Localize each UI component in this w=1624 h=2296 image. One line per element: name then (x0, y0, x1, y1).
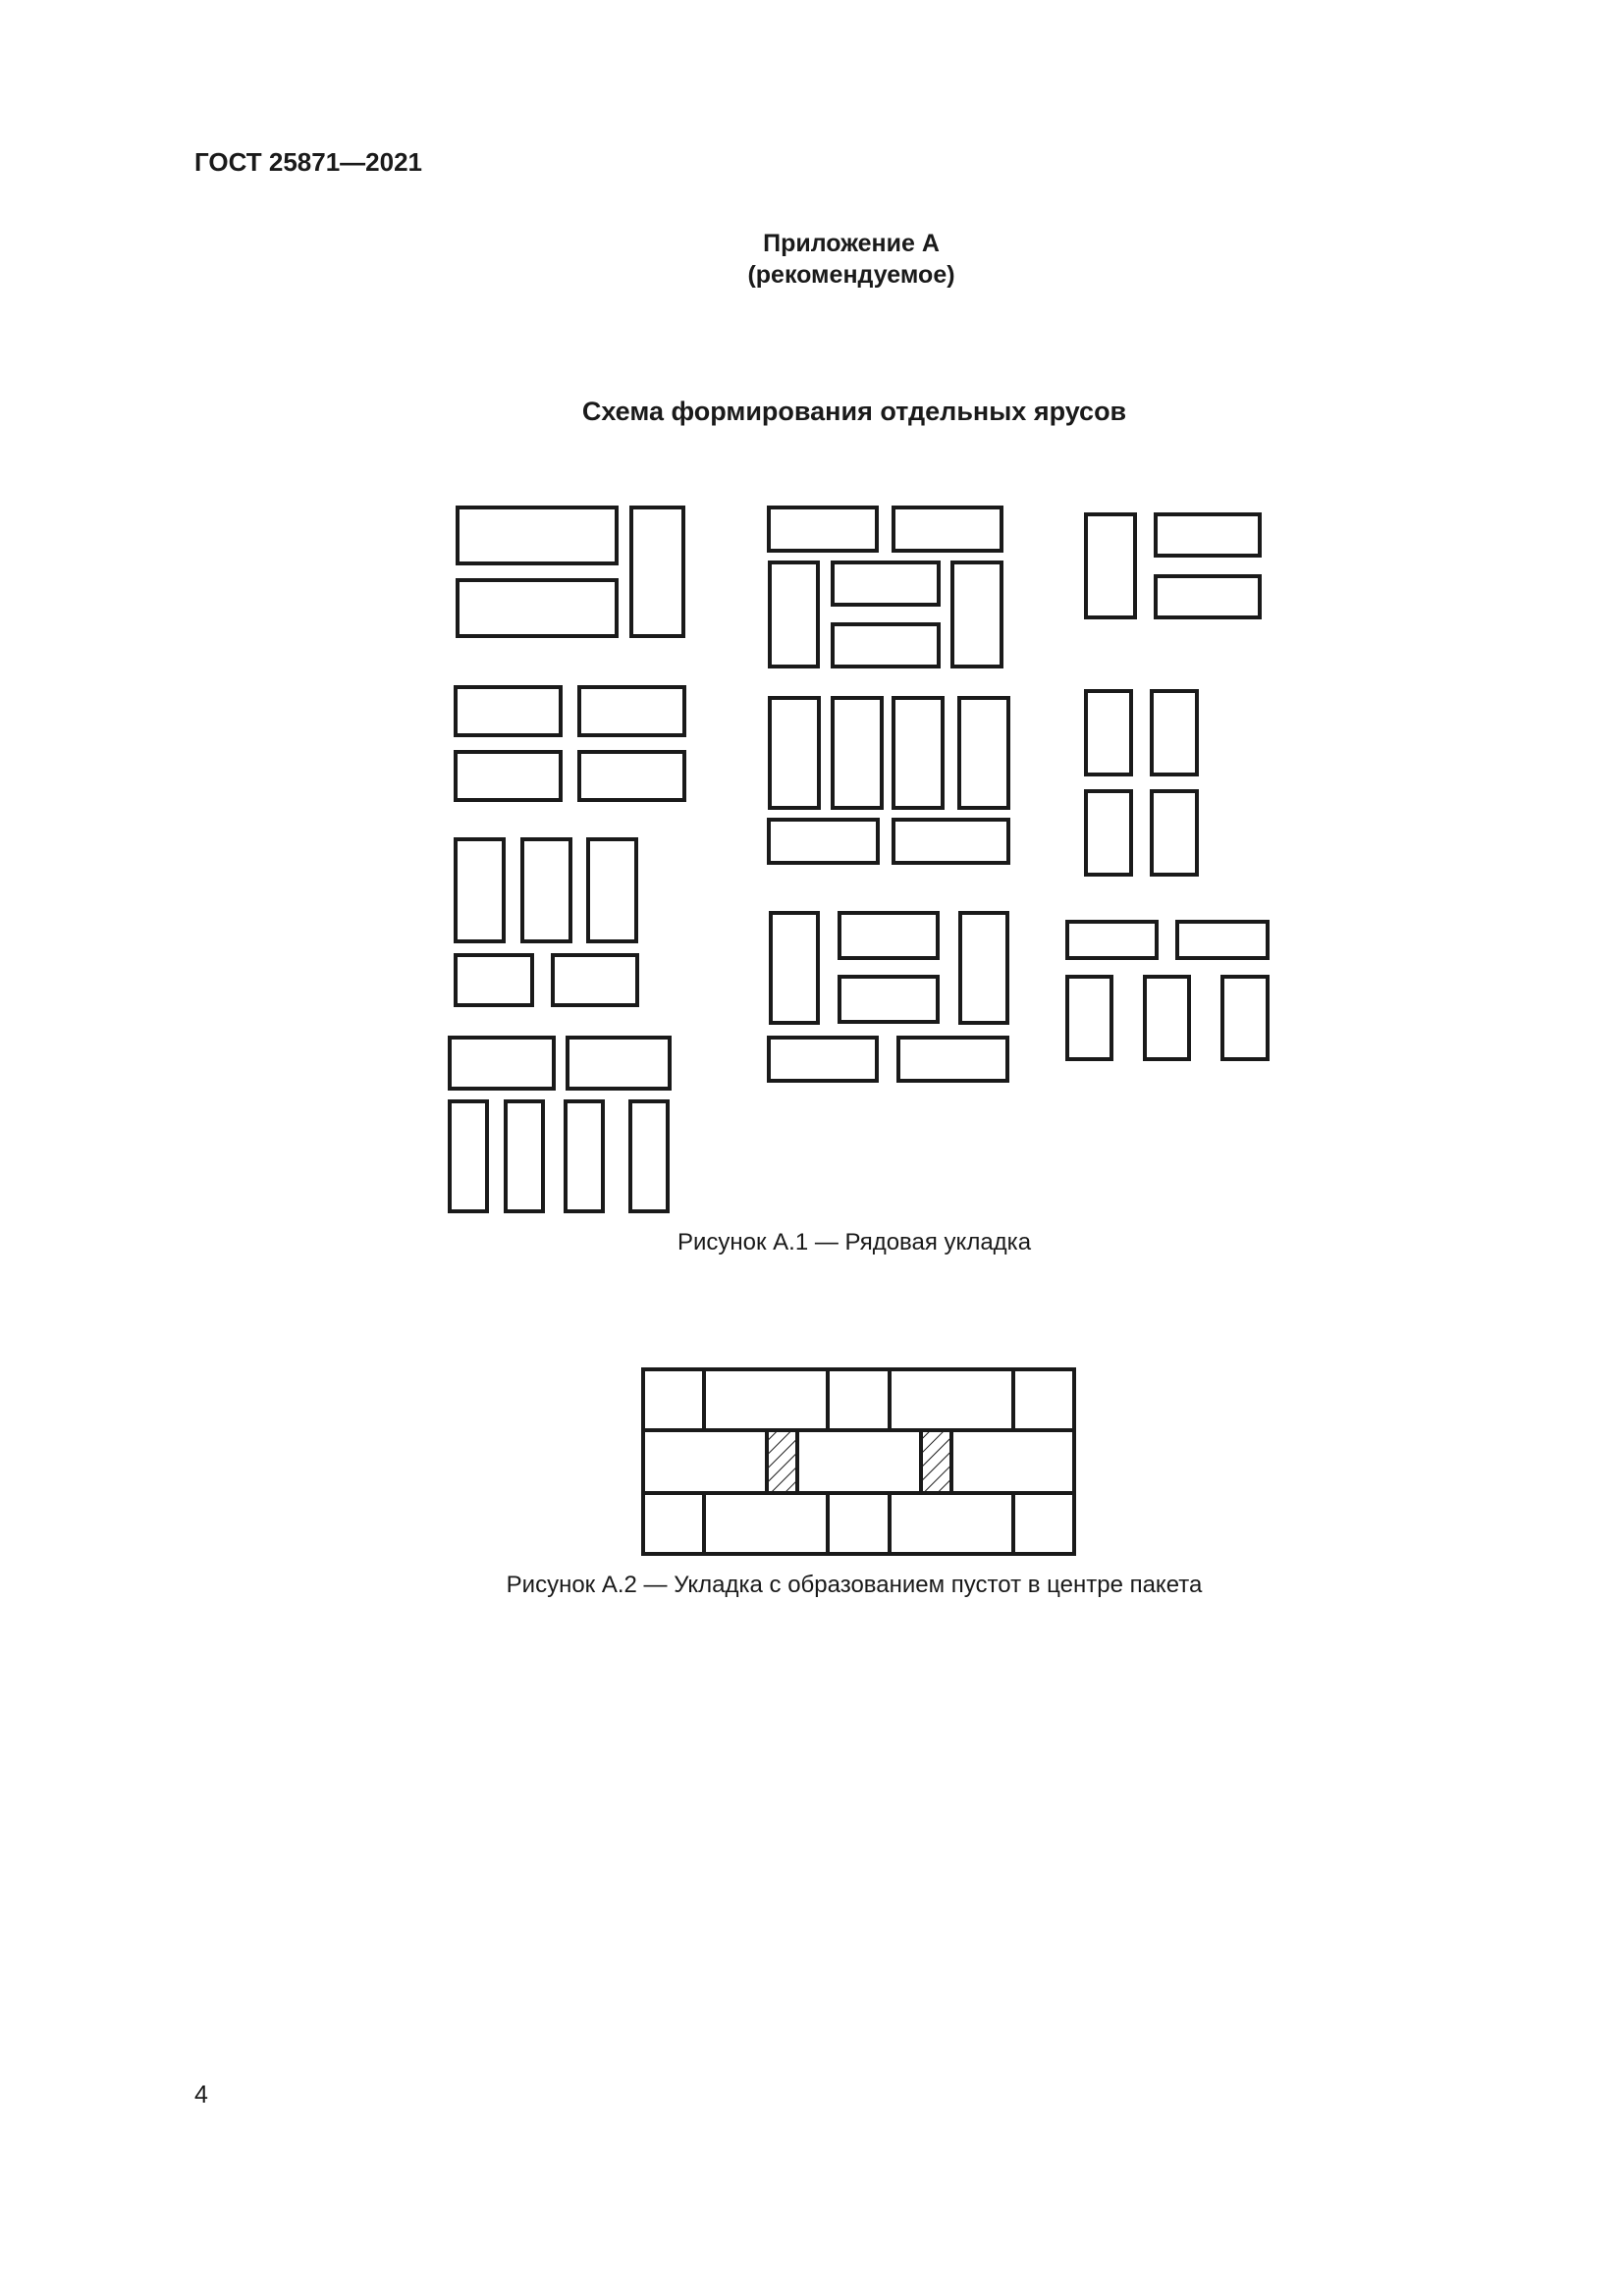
figure-a1-diagram (450, 507, 1268, 1211)
package-block (898, 1038, 1007, 1081)
package-block (579, 752, 684, 800)
void-hatch-right (921, 1432, 951, 1493)
package-block (568, 1038, 670, 1089)
package-block (1145, 977, 1189, 1059)
package-block (630, 1101, 668, 1211)
package-block (833, 698, 882, 808)
package-block (1152, 691, 1197, 774)
package-block (450, 1101, 487, 1211)
package-block (769, 507, 877, 551)
package-block (770, 698, 819, 808)
package-block (566, 1101, 603, 1211)
package-block (506, 1101, 543, 1211)
pattern-right-3 (1067, 922, 1268, 1059)
pattern-left-2 (456, 687, 684, 800)
package-block (522, 839, 570, 941)
package-block (456, 955, 532, 1005)
package-block (579, 687, 684, 735)
pattern-left-4 (450, 1038, 670, 1211)
appendix-title: Приложение А (763, 230, 940, 257)
figure-a2-diagram (643, 1369, 1074, 1554)
figure-a2-caption: Рисунок А.2 — Укладка с образованием пустот в центре пакета (506, 1572, 1203, 1598)
pattern-right-1 (1086, 514, 1260, 617)
package-block (1156, 514, 1260, 556)
void-hatch-left (767, 1432, 797, 1493)
package-block (588, 839, 636, 941)
package-block (553, 955, 637, 1005)
package-block (456, 752, 561, 800)
package-block (960, 913, 1007, 1023)
package-block (458, 580, 617, 636)
package-block (1177, 922, 1268, 958)
package-block (893, 698, 943, 808)
pattern-left-1 (458, 507, 683, 636)
package-block (893, 820, 1008, 863)
package-block (1222, 977, 1268, 1059)
package-block (456, 687, 561, 735)
package-block (1156, 576, 1260, 617)
section-title: Схема формирования отдельных ярусов (581, 397, 1127, 426)
package-block (769, 820, 878, 863)
pattern-middle-3 (769, 913, 1007, 1081)
pattern-middle-1 (769, 507, 1001, 667)
package-block (839, 977, 938, 1022)
package-block (1152, 791, 1197, 875)
package-block (1067, 922, 1157, 958)
document-header: ГОСТ 25871—2021 (194, 147, 422, 177)
package-block (458, 507, 617, 563)
package-block (893, 507, 1001, 551)
package-block (631, 507, 683, 636)
package-outline (643, 1369, 1074, 1554)
package-block (952, 562, 1001, 667)
appendix-status: (рекомендуемое) (747, 261, 955, 289)
package-block (959, 698, 1008, 808)
package-block (456, 839, 504, 941)
page-number: 4 (194, 2081, 208, 2109)
package-block (833, 562, 939, 605)
package-block (769, 1038, 877, 1081)
package-block (771, 913, 818, 1023)
pattern-left-3 (456, 839, 637, 1005)
package-block (1086, 791, 1131, 875)
package-block (833, 624, 939, 667)
package-block (839, 913, 938, 958)
package-block (1086, 514, 1135, 617)
package-block (1067, 977, 1111, 1059)
package-block (1086, 691, 1131, 774)
pattern-right-2 (1086, 691, 1197, 875)
package-block (770, 562, 818, 667)
pattern-middle-2 (769, 698, 1008, 863)
figure-a1-caption: Рисунок А.1 — Рядовая укладка (677, 1229, 1032, 1255)
package-block (450, 1038, 554, 1089)
